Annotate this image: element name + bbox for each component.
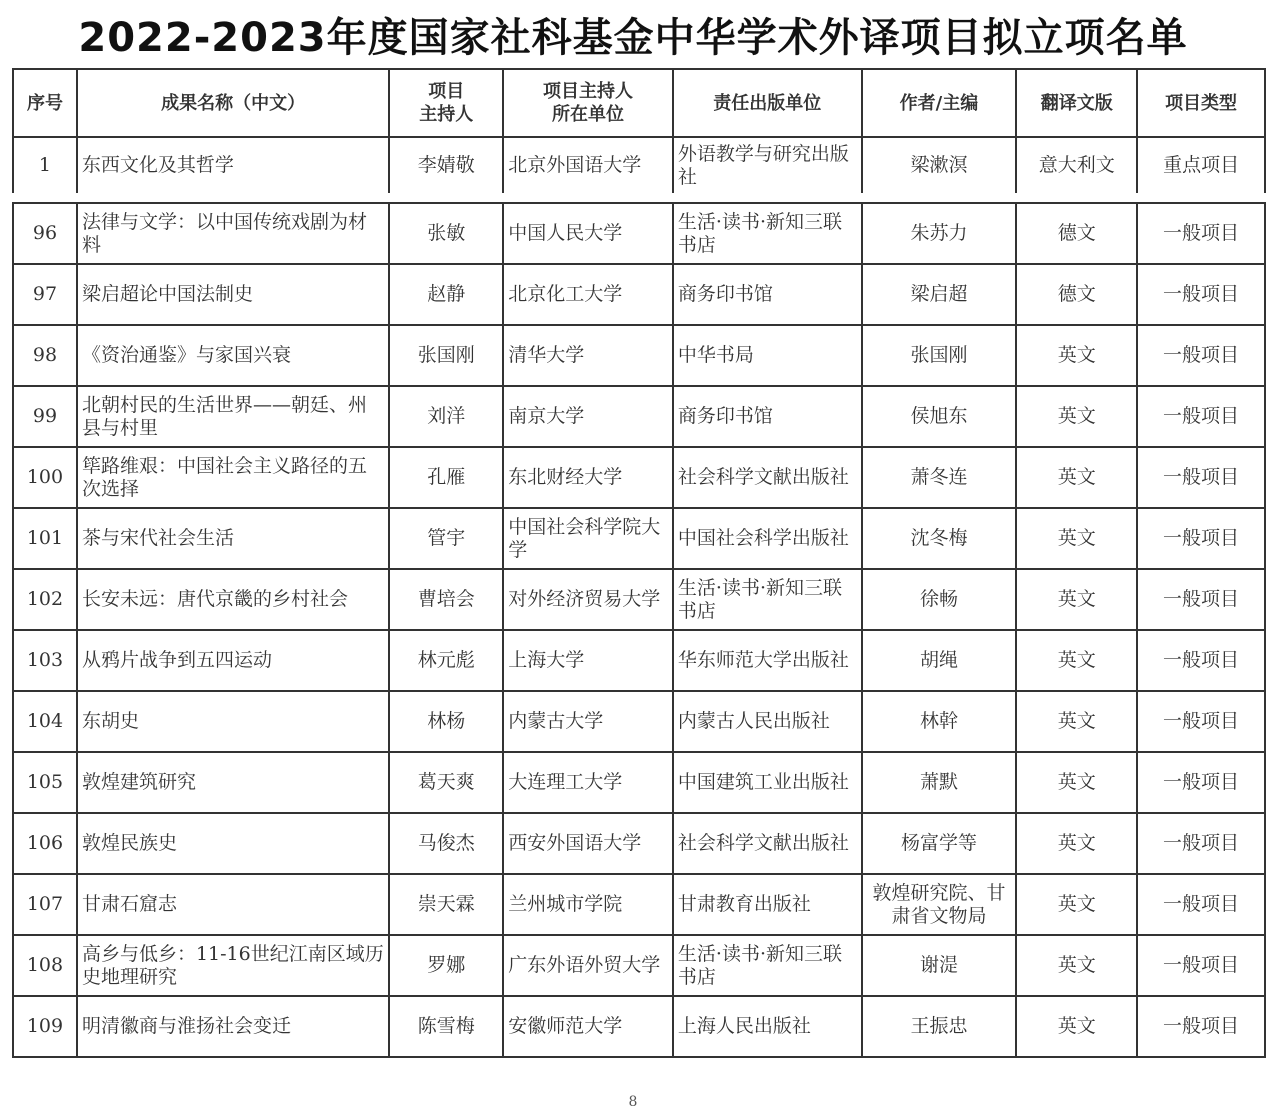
- cell-publisher: 中国建筑工业出版社: [673, 752, 862, 813]
- cell-host-unit: 北京外国语大学: [503, 137, 673, 193]
- cell-language: 英文: [1016, 935, 1137, 996]
- cell-host: 罗娜: [389, 935, 503, 996]
- cell-index: 108: [13, 935, 77, 996]
- page-number: 8: [628, 1094, 638, 1110]
- col-header-index: 序号: [13, 69, 77, 137]
- cell-author: 萧默: [862, 752, 1017, 813]
- table-row: [13, 813, 1265, 874]
- cell-type: 一般项目: [1137, 325, 1265, 386]
- cell-index: 100: [13, 447, 77, 508]
- cell-type: 一般项目: [1137, 386, 1265, 447]
- cell-author: 胡绳: [862, 630, 1017, 691]
- cell-type: 一般项目: [1137, 874, 1265, 935]
- cell-host: 张国刚: [389, 325, 503, 386]
- table-row: [13, 630, 1265, 691]
- cell-type: 一般项目: [1137, 447, 1265, 508]
- cell-language: 英文: [1016, 325, 1137, 386]
- cell-title: 敦煌民族史: [77, 813, 389, 874]
- cell-host: 孔雁: [389, 447, 503, 508]
- cell-author: 林幹: [862, 691, 1017, 752]
- cell-title: 茶与宋代社会生活: [77, 508, 389, 569]
- cell-host: 张敏: [389, 203, 503, 264]
- table-row: [13, 137, 1265, 193]
- col-header-title: 成果名称（中文）: [77, 69, 389, 137]
- cell-author: 敦煌研究院、甘肃省文物局: [862, 874, 1017, 935]
- cell-host-unit: 内蒙古大学: [503, 691, 673, 752]
- cell-title: 梁启超论中国法制史: [77, 264, 389, 325]
- cell-index: 105: [13, 752, 77, 813]
- cell-language: 德文: [1016, 264, 1137, 325]
- cell-publisher: 生活·读书·新知三联书店: [673, 935, 862, 996]
- cell-title: 东西文化及其哲学: [77, 137, 389, 193]
- cell-host-unit: 兰州城市学院: [503, 874, 673, 935]
- cell-host-unit: 东北财经大学: [503, 447, 673, 508]
- cell-publisher: 商务印书馆: [673, 386, 862, 447]
- cell-title: 东胡史: [77, 691, 389, 752]
- cell-author: 侯旭东: [862, 386, 1017, 447]
- cell-index: 96: [13, 203, 77, 264]
- cell-publisher: 内蒙古人民出版社: [673, 691, 862, 752]
- column-header-row: [13, 69, 1265, 137]
- cell-type: 一般项目: [1137, 508, 1265, 569]
- cell-language: 英文: [1016, 752, 1137, 813]
- cell-language: 英文: [1016, 447, 1137, 508]
- cell-language: 英文: [1016, 874, 1137, 935]
- cell-host: 崇天霖: [389, 874, 503, 935]
- cell-index: 109: [13, 996, 77, 1057]
- cell-title: 筚路维艰：中国社会主义路径的五次选择: [77, 447, 389, 508]
- cell-publisher: 社会科学文献出版社: [673, 447, 862, 508]
- table-row: [13, 691, 1265, 752]
- cell-language: 英文: [1016, 569, 1137, 630]
- cell-host: 林杨: [389, 691, 503, 752]
- project-table: [12, 202, 1266, 1058]
- cell-host: 李婧敬: [389, 137, 503, 193]
- cell-host: 陈雪梅: [389, 996, 503, 1057]
- cell-host-unit: 清华大学: [503, 325, 673, 386]
- cell-publisher: 社会科学文献出版社: [673, 813, 862, 874]
- col-header-host-unit: 项目主持人 所在单位: [503, 69, 673, 137]
- col-header-host: 项目 主持人: [389, 69, 503, 137]
- cell-title: 法律与文学：以中国传统戏剧为材料: [77, 203, 389, 264]
- cell-host-unit: 安徽师范大学: [503, 996, 673, 1057]
- cell-language: 英文: [1016, 508, 1137, 569]
- cell-author: 徐畅: [862, 569, 1017, 630]
- cell-language: 英文: [1016, 813, 1137, 874]
- cell-title: 从鸦片战争到五四运动: [77, 630, 389, 691]
- table-row: [13, 874, 1265, 935]
- cell-language: 英文: [1016, 630, 1137, 691]
- cell-type: 重点项目: [1137, 137, 1265, 193]
- col-header-language: 翻译文版: [1016, 69, 1137, 137]
- cell-language: 英文: [1016, 691, 1137, 752]
- cell-title: 甘肃石窟志: [77, 874, 389, 935]
- table-body: [13, 203, 1265, 1057]
- cell-host-unit: 南京大学: [503, 386, 673, 447]
- table-row: [13, 264, 1265, 325]
- cell-author: 朱苏力: [862, 203, 1017, 264]
- table-row: [13, 508, 1265, 569]
- cell-host-unit: 广东外语外贸大学: [503, 935, 673, 996]
- cell-type: 一般项目: [1137, 630, 1265, 691]
- cell-language: 英文: [1016, 996, 1137, 1057]
- cell-title: 北朝村民的生活世界——朝廷、州县与村里: [77, 386, 389, 447]
- cell-host: 葛天爽: [389, 752, 503, 813]
- cell-publisher: 商务印书馆: [673, 264, 862, 325]
- cell-publisher: 外语教学与研究出版社: [673, 137, 862, 193]
- cell-host: 管宇: [389, 508, 503, 569]
- cell-type: 一般项目: [1137, 813, 1265, 874]
- cell-publisher: 华东师范大学出版社: [673, 630, 862, 691]
- cell-index: 1: [13, 137, 77, 193]
- col-header-type: 项目类型: [1137, 69, 1265, 137]
- cell-host: 曹培会: [389, 569, 503, 630]
- cell-host-unit: 上海大学: [503, 630, 673, 691]
- cell-title: 明清徽商与淮扬社会变迁: [77, 996, 389, 1057]
- table-row: [13, 935, 1265, 996]
- cell-type: 一般项目: [1137, 264, 1265, 325]
- cell-host-unit: 北京化工大学: [503, 264, 673, 325]
- cell-type: 一般项目: [1137, 691, 1265, 752]
- cell-author: 谢湜: [862, 935, 1017, 996]
- cell-title: 长安未远：唐代京畿的乡村社会: [77, 569, 389, 630]
- cell-host: 赵静: [389, 264, 503, 325]
- col-header-publisher: 责任出版单位: [673, 69, 862, 137]
- cell-host-unit: 中国人民大学: [503, 203, 673, 264]
- col-header-author: 作者/主编: [862, 69, 1017, 137]
- cell-type: 一般项目: [1137, 996, 1265, 1057]
- cell-author: 萧冬连: [862, 447, 1017, 508]
- cell-title: 《资治通鉴》与家国兴衰: [77, 325, 389, 386]
- cell-publisher: 上海人民出版社: [673, 996, 862, 1057]
- cell-host-unit: 对外经济贸易大学: [503, 569, 673, 630]
- page-title: 2022-2023年度国家社科基金中华学术外译项目拟立项名单: [78, 15, 1188, 61]
- cell-author: 王振忠: [862, 996, 1017, 1057]
- cell-type: 一般项目: [1137, 569, 1265, 630]
- cell-index: 104: [13, 691, 77, 752]
- cell-type: 一般项目: [1137, 935, 1265, 996]
- cell-host-unit: 中国社会科学院大学: [503, 508, 673, 569]
- cell-index: 101: [13, 508, 77, 569]
- table-row: [13, 569, 1265, 630]
- cell-author: 张国刚: [862, 325, 1017, 386]
- cell-host: 林元彪: [389, 630, 503, 691]
- table-row: [13, 325, 1265, 386]
- cell-publisher: 中国社会科学出版社: [673, 508, 862, 569]
- header-table: [12, 68, 1266, 193]
- cell-type: 一般项目: [1137, 203, 1265, 264]
- table-row: [13, 386, 1265, 447]
- cell-index: 107: [13, 874, 77, 935]
- cell-title: 敦煌建筑研究: [77, 752, 389, 813]
- cell-author: 杨富学等: [862, 813, 1017, 874]
- table-row: [13, 203, 1265, 264]
- cell-type: 一般项目: [1137, 752, 1265, 813]
- cell-host: 马俊杰: [389, 813, 503, 874]
- cell-publisher: 中华书局: [673, 325, 862, 386]
- cell-index: 103: [13, 630, 77, 691]
- cell-host-unit: 大连理工大学: [503, 752, 673, 813]
- cell-publisher: 生活·读书·新知三联书店: [673, 203, 862, 264]
- cell-index: 102: [13, 569, 77, 630]
- cell-index: 106: [13, 813, 77, 874]
- cell-language: 德文: [1016, 203, 1137, 264]
- cell-language: 英文: [1016, 386, 1137, 447]
- cell-author: 梁漱溟: [862, 137, 1017, 193]
- table-row: [13, 752, 1265, 813]
- cell-language: 意大利文: [1016, 137, 1137, 193]
- cell-publisher: 甘肃教育出版社: [673, 874, 862, 935]
- cell-index: 97: [13, 264, 77, 325]
- cell-host: 刘洋: [389, 386, 503, 447]
- table-row: [13, 996, 1265, 1057]
- table-row: [13, 447, 1265, 508]
- cell-index: 98: [13, 325, 77, 386]
- cell-author: 梁启超: [862, 264, 1017, 325]
- cell-publisher: 生活·读书·新知三联书店: [673, 569, 862, 630]
- cell-author: 沈冬梅: [862, 508, 1017, 569]
- cell-title: 高乡与低乡：11-16世纪江南区域历史地理研究: [77, 935, 389, 996]
- cell-index: 99: [13, 386, 77, 447]
- cell-host-unit: 西安外国语大学: [503, 813, 673, 874]
